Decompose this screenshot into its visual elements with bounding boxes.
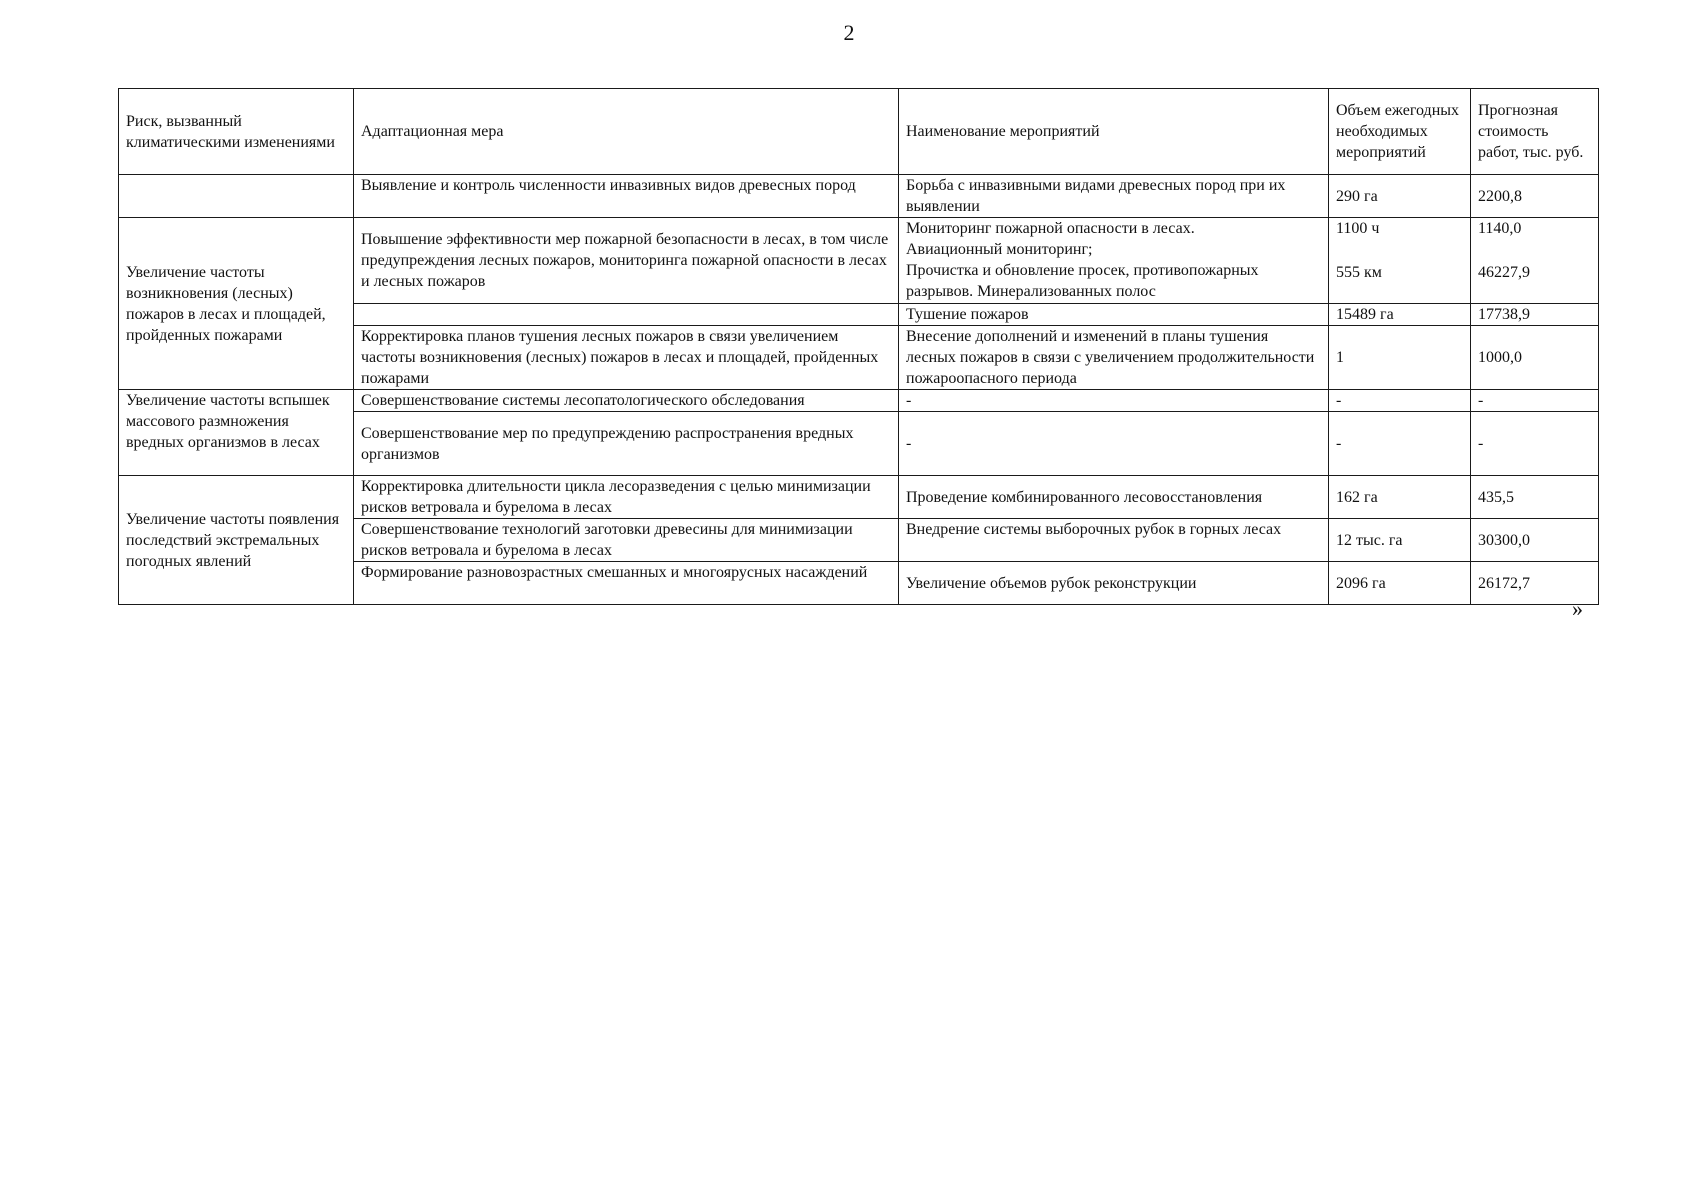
volume-cell: 12 тыс. га: [1329, 519, 1471, 562]
activity-cell: Увеличение объемов рубок реконструкции: [899, 562, 1329, 605]
header-volume: Объем ежегодных необходимых мероприятий: [1329, 89, 1471, 175]
volume-line: 1100 ч: [1336, 220, 1380, 237]
activity-line: Мониторинг пожарной опасности в лесах.: [906, 220, 1195, 237]
cost-cell: 17738,9: [1471, 304, 1599, 326]
activity-cell: Внедрение системы выборочных рубок в горных лесах: [899, 519, 1329, 562]
cost-cell: 1000,0: [1471, 326, 1599, 390]
volume-line: 555 км: [1336, 264, 1382, 281]
cost-cell: 26172,7: [1471, 562, 1599, 605]
page-number: 2: [843, 20, 855, 45]
risk-cell: Увеличение частоты вспышек массового размножения вредных организмов в лесах: [119, 390, 354, 476]
table-row: [119, 476, 1599, 519]
table-header-row: [119, 89, 1599, 175]
climate-adaptation-table: [118, 88, 1599, 605]
cost-cell: [1471, 218, 1599, 304]
activity-cell: -: [899, 390, 1329, 412]
closing-quote-mark: »: [1572, 596, 1583, 621]
volume-cell: 162 га: [1329, 476, 1471, 519]
table-row: [119, 175, 1599, 218]
risk-cell: Увеличение частоты появления последствий экстремальных погодных явлений: [119, 476, 354, 605]
table-row: [119, 218, 1599, 304]
activity-line: Прочистка и обновление просек, противопожарных разрывов. Минерализованных полос: [906, 262, 1259, 300]
cost-cell: 435,5: [1471, 476, 1599, 519]
header-activity: Наименование мероприятий: [899, 89, 1329, 175]
volume-cell: [1329, 218, 1471, 304]
volume-cell: 15489 га: [1329, 304, 1471, 326]
cost-cell: -: [1471, 412, 1599, 476]
volume-cell: 1: [1329, 326, 1471, 390]
volume-cell: -: [1329, 390, 1471, 412]
activity-cell: Борьба с инвазивными видами древесных пород при их выявлении: [899, 175, 1329, 218]
cost-cell: 2200,8: [1471, 175, 1599, 218]
cost-cell: 30300,0: [1471, 519, 1599, 562]
risk-cell: Увеличение частоты возникновения (лесных) пожаров в лесах и площадей, пройденных пожарами: [119, 218, 354, 390]
measure-cell: Корректировка длительности цикла лесоразведения с целью минимизации рисков ветровала и бурелома в лесах: [354, 476, 899, 519]
measure-cell: Выявление и контроль численности инвазивных видов древесных пород: [354, 175, 899, 218]
measure-cell: Совершенствование технологий заготовки древесины для минимизации рисков ветровала и бурелома в лесах: [354, 519, 899, 562]
header-risk: Риск, вызванный климатическими изменениями: [119, 89, 354, 175]
activity-cell: Проведение комбинированного лесовосстановления: [899, 476, 1329, 519]
volume-cell: 2096 га: [1329, 562, 1471, 605]
measure-cell: Совершенствование системы лесопатологического обследования: [354, 390, 899, 412]
header-cost: Прогнозная стоимость работ, тыс. руб.: [1471, 89, 1599, 175]
activity-line: Авиационный мониторинг;: [906, 241, 1093, 258]
activity-cell: [899, 218, 1329, 304]
measure-cell: Корректировка планов тушения лесных пожаров в связи увеличением частоты возникновения (лесных) пожаров в лесах и площадей, пройденных пожарами: [354, 326, 899, 390]
cost-line: 46227,9: [1478, 264, 1530, 281]
measure-cell-empty: [354, 304, 899, 326]
cost-line: 1140,0: [1478, 220, 1522, 237]
activity-cell: Тушение пожаров: [899, 304, 1329, 326]
table-row: [119, 390, 1599, 412]
activity-cell: Внесение дополнений и изменений в планы тушения лесных пожаров в связи с увеличением продолжительности пожароопасного периода: [899, 326, 1329, 390]
measure-cell: Формирование разновозрастных смешанных и многоярусных насаждений: [354, 562, 899, 605]
cost-cell: -: [1471, 390, 1599, 412]
risk-cell-empty: [119, 175, 354, 218]
volume-cell: 290 га: [1329, 175, 1471, 218]
measure-cell: Совершенствование мер по предупреждению распространения вредных организмов: [354, 412, 899, 476]
volume-cell: -: [1329, 412, 1471, 476]
activity-cell: -: [899, 412, 1329, 476]
header-measure: Адаптационная мера: [354, 89, 899, 175]
measure-cell: Повышение эффективности мер пожарной безопасности в лесах, в том числе предупреждения лесных пожаров, мониторинга пожарной опасности в лесах и лесных пожаров: [354, 218, 899, 304]
